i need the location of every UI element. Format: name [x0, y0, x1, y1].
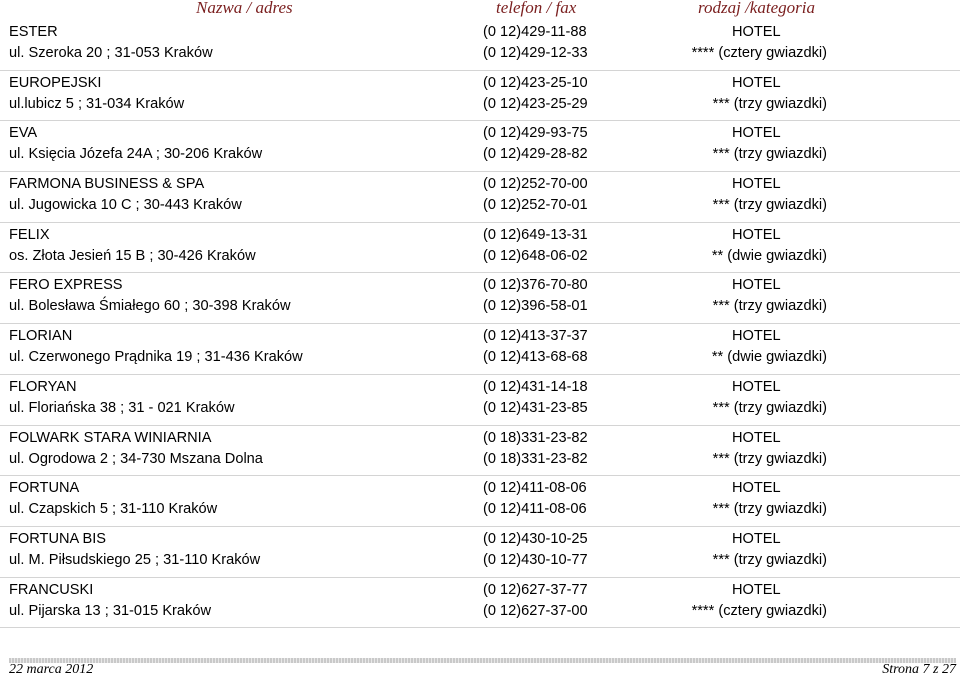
hotel-category: *** (trzy gwiazdki) — [712, 450, 827, 467]
hotel-fax: (0 18)331-23-82 — [483, 450, 588, 467]
hotel-phone: (0 12)413-37-37 — [483, 328, 588, 345]
hotel-phone: (0 12)430-10-25 — [483, 530, 588, 547]
hotel-type: HOTEL — [732, 328, 781, 345]
hotel-name: FELIX — [9, 226, 50, 243]
hotel-fax: (0 12)431-23-85 — [483, 399, 588, 416]
hotel-name: FLORIAN — [9, 328, 73, 345]
column-header-row — [0, 0, 960, 18]
hotel-fax: (0 12)423-25-29 — [483, 95, 588, 112]
list-item — [0, 273, 960, 324]
hotel-category: *** (trzy gwiazdki) — [712, 551, 827, 568]
hotel-category: *** (trzy gwiazdki) — [712, 146, 827, 163]
hotel-address: ul. Szeroka 20 ; 31-053 Kraków — [9, 45, 213, 61]
hotel-name: FRANCUSKI — [9, 581, 94, 598]
hotel-address: ul. Bolesława Śmiałego 60 ; 30-398 Kraków — [9, 298, 291, 315]
list-item — [0, 121, 960, 172]
page-footer — [0, 658, 960, 678]
hotel-type: HOTEL — [732, 429, 781, 446]
hotel-name: FERO EXPRESS — [9, 277, 123, 294]
list-item — [0, 20, 960, 71]
hotel-address: ul. Floriańska 38 ; 31 - 021 Kraków — [9, 399, 235, 416]
hotel-phone: (0 12)627-37-77 — [483, 581, 588, 598]
hotel-type: HOTEL — [732, 480, 781, 497]
hotel-category: ** (dwie gwiazdki) — [711, 247, 827, 264]
hotel-type: HOTEL — [732, 581, 781, 598]
hotel-phone: (0 12)431-14-18 — [483, 378, 588, 395]
footer-divider — [9, 658, 956, 663]
hotel-type: HOTEL — [732, 530, 781, 547]
hotel-category: *** (trzy gwiazdki) — [712, 197, 827, 214]
list-item — [0, 223, 960, 274]
list-item — [0, 527, 960, 578]
hotel-phone: (0 12)376-70-80 — [483, 277, 588, 294]
hotel-fax: (0 12)396-58-01 — [483, 298, 588, 315]
hotel-fax: (0 12)648-06-02 — [483, 247, 588, 264]
hotel-category: **** (cztery gwiazdki) — [691, 45, 827, 61]
hotel-name: ESTER — [9, 24, 58, 40]
hotel-address: ul. Pijarska 13 ; 31-015 Kraków — [9, 602, 211, 619]
hotel-address: ul. Księcia Józefa 24A ; 30-206 Kraków — [9, 146, 263, 163]
hotel-type: HOTEL — [732, 74, 781, 91]
hotel-phone: (0 12)429-93-75 — [483, 125, 588, 142]
hotel-category: **** (cztery gwiazdki) — [691, 602, 827, 619]
hotel-fax: (0 12)430-10-77 — [483, 551, 588, 568]
hotel-category: *** (trzy gwiazdki) — [712, 501, 827, 518]
list-item — [0, 476, 960, 527]
hotel-name: FORTUNA — [9, 480, 80, 497]
hotel-type: HOTEL — [732, 125, 781, 142]
hotel-type: HOTEL — [732, 24, 781, 40]
hotel-type: HOTEL — [732, 277, 781, 294]
hotel-address: ul. Czerwonego Prądnika 19 ; 31-436 Kraków — [9, 349, 303, 366]
hotel-name: EUROPEJSKI — [9, 74, 102, 91]
hotel-phone: (0 12)649-13-31 — [483, 226, 588, 243]
hotel-type: HOTEL — [732, 226, 781, 243]
hotel-fax: (0 12)411-08-06 — [483, 501, 587, 518]
footer-page-number: Strona 7 z 27 — [882, 662, 956, 677]
hotel-address: os. Złota Jesień 15 B ; 30-426 Kraków — [9, 247, 256, 264]
hotel-phone: (0 12)423-25-10 — [483, 74, 588, 91]
hotel-name: FLORYAN — [9, 378, 77, 395]
list-item — [0, 426, 960, 477]
header-type-category: rodzaj /kategoria — [698, 0, 815, 17]
hotel-category: *** (trzy gwiazdki) — [712, 95, 827, 112]
hotel-address: ul. Jugowicka 10 C ; 30-443 Kraków — [9, 197, 242, 214]
hotel-phone: (0 12)252-70-00 — [483, 176, 588, 193]
hotel-fax: (0 12)429-28-82 — [483, 146, 588, 163]
hotel-address: ul. M. Piłsudskiego 25 ; 31-110 Kraków — [9, 551, 261, 568]
hotel-category: ** (dwie gwiazdki) — [711, 349, 827, 366]
list-item — [0, 71, 960, 122]
hotel-type: HOTEL — [732, 176, 781, 193]
list-item — [0, 375, 960, 426]
hotel-fax: (0 12)252-70-01 — [483, 197, 588, 214]
hotel-fax: (0 12)627-37-00 — [483, 602, 588, 619]
hotel-type: HOTEL — [732, 378, 781, 395]
hotel-address: ul. Ogrodowa 2 ; 34-730 Mszana Dolna — [9, 450, 263, 467]
hotel-category: *** (trzy gwiazdki) — [712, 399, 827, 416]
header-name-address: Nazwa / adres — [196, 0, 293, 17]
hotel-name: FARMONA BUSINESS & SPA — [9, 176, 205, 193]
hotel-address: ul. Czapskich 5 ; 31-110 Kraków — [9, 501, 218, 518]
hotel-name: FORTUNA BIS — [9, 530, 107, 547]
list-item — [0, 172, 960, 223]
hotel-name: EVA — [9, 125, 38, 142]
footer-date: 22 marca 2012 — [9, 662, 94, 677]
hotel-list — [0, 20, 960, 628]
hotel-fax: (0 12)429-12-33 — [483, 45, 588, 61]
hotel-phone: (0 18)331-23-82 — [483, 429, 588, 446]
header-phone-fax: telefon / fax — [496, 0, 577, 17]
hotel-address: ul.lubicz 5 ; 31-034 Kraków — [9, 95, 185, 112]
hotel-category: *** (trzy gwiazdki) — [712, 298, 827, 315]
list-item — [0, 578, 960, 629]
hotel-phone: (0 12)411-08-06 — [483, 480, 587, 497]
list-item — [0, 324, 960, 375]
hotel-fax: (0 12)413-68-68 — [483, 349, 588, 366]
hotel-phone: (0 12)429-11-88 — [483, 24, 587, 40]
hotel-name: FOLWARK STARA WINIARNIA — [9, 429, 212, 446]
